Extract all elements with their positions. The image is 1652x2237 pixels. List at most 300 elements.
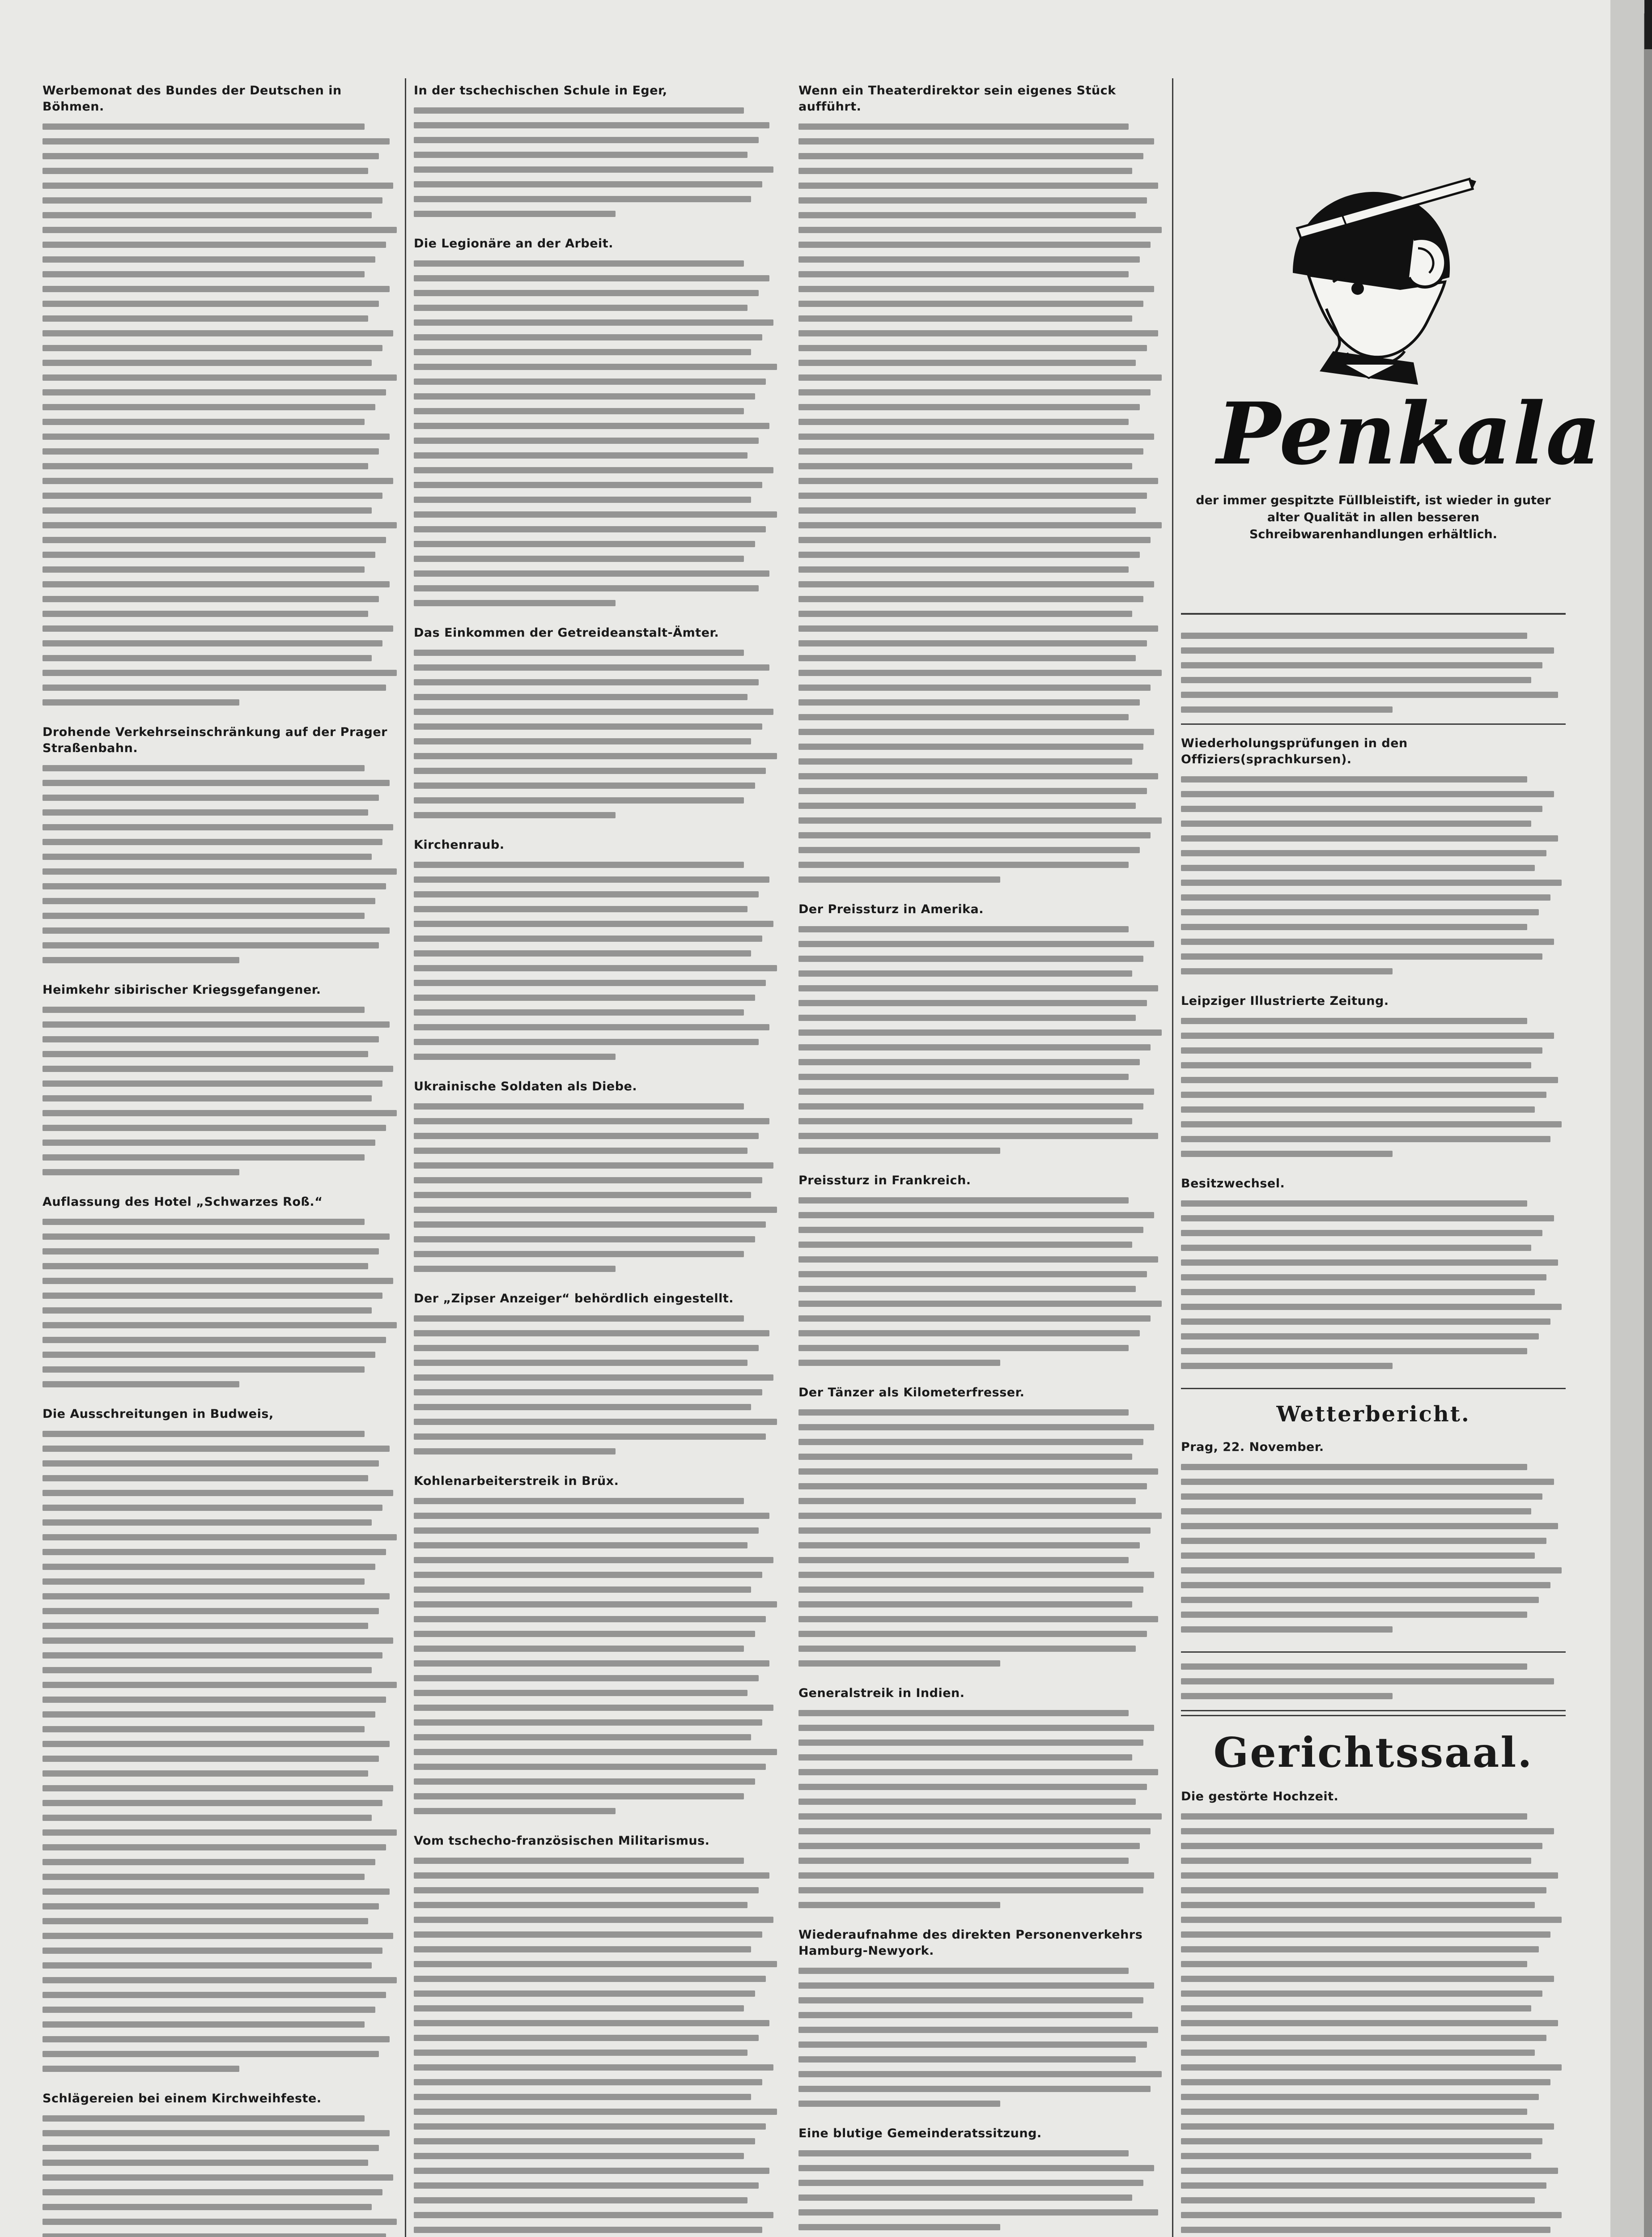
text-line [414, 122, 769, 128]
text-line [42, 1307, 372, 1314]
text-line [42, 1770, 368, 1777]
text-line [1181, 1663, 1527, 1670]
text-line [1181, 1567, 1562, 1574]
text-line [414, 2050, 747, 2056]
text-line [42, 1446, 390, 1452]
text-line [414, 2109, 777, 2115]
text-line [414, 1631, 755, 1637]
text-line [798, 2165, 1154, 2171]
text-line [798, 926, 1129, 932]
text-line [414, 906, 747, 912]
text-line [42, 1682, 397, 1688]
text-line [798, 985, 1158, 991]
article-headline: Die Legionäre an der Arbeit. [414, 237, 613, 251]
text-line [42, 1918, 368, 1924]
text-line [42, 389, 386, 396]
text-line [1181, 1887, 1546, 1893]
text-line [1181, 1259, 1558, 1266]
text-line [414, 2005, 744, 2012]
text-line [798, 1059, 1140, 1065]
text-line [42, 212, 372, 218]
text-line [42, 537, 386, 543]
text-line [414, 1251, 744, 1257]
text-line [798, 1872, 1154, 1879]
text-line [42, 640, 382, 646]
text-line [1181, 865, 1535, 871]
text-line [414, 319, 773, 326]
text-line [1181, 1363, 1393, 1369]
text-line [798, 1148, 1000, 1154]
text-line [42, 1756, 379, 1762]
text-line [414, 1961, 777, 1967]
text-line [798, 1843, 1140, 1849]
text-line [414, 1236, 755, 1242]
article [42, 2091, 400, 2237]
text-line [798, 1015, 1136, 1021]
text-line [414, 783, 755, 789]
text-line [414, 1734, 751, 1740]
text-line [798, 1828, 1151, 1834]
text-line [1181, 1333, 1539, 1340]
text-line [42, 927, 390, 934]
text-line [42, 1475, 368, 1481]
text-line [42, 611, 368, 617]
text-line [42, 957, 239, 963]
text-line [42, 685, 386, 691]
text-line [414, 1601, 777, 1608]
text-line [414, 1902, 747, 1908]
article [1181, 736, 1566, 974]
text-line [42, 1036, 379, 1042]
text-line [414, 1360, 747, 1366]
text-line [1181, 1348, 1527, 1354]
text-line [798, 2056, 1136, 2063]
text-line [798, 463, 1132, 469]
text-line [1181, 2182, 1546, 2189]
text-line [414, 1374, 773, 1381]
scan-edge-strip [1644, 13, 1652, 2237]
article [414, 1079, 781, 1272]
court-heading: Gerichtssaal. [1213, 1728, 1533, 1777]
text-line [42, 2204, 372, 2210]
text-line [42, 1007, 365, 1013]
text-line [798, 1902, 1000, 1908]
text-line [1181, 1678, 1554, 1684]
text-line [798, 153, 1143, 159]
separator [1181, 723, 1566, 725]
text-line [414, 181, 762, 187]
article-headline: Wenn ein Theaterdirektor sein eigenes Stück aufführt. [798, 84, 1116, 114]
text-line [42, 345, 382, 351]
text-line [1181, 1136, 1550, 1142]
text-line [798, 581, 1154, 587]
text-line [414, 2227, 762, 2233]
text-line [42, 1903, 379, 1910]
text-line [42, 1233, 390, 1240]
article-headline: Das Einkommen der Getreideanstalt-Ämter. [414, 626, 719, 640]
text-line [1181, 1538, 1546, 1544]
text-line [414, 1207, 777, 1213]
text-line [42, 655, 372, 661]
text-line [1181, 677, 1531, 683]
text-line [1181, 791, 1554, 797]
article [798, 902, 1165, 1154]
text-line [42, 1066, 393, 1072]
text-line [414, 723, 762, 730]
text-line [42, 1322, 397, 1328]
text-line [414, 600, 616, 606]
text-line [42, 780, 390, 786]
court-text [1181, 1813, 1566, 2237]
text-line [798, 773, 1158, 779]
text-line [798, 2101, 1000, 2107]
text-line [1181, 1843, 1542, 1849]
text-line [414, 1990, 755, 1997]
text-line [1181, 1508, 1531, 1514]
text-line [798, 419, 1129, 425]
text-line [1181, 1693, 1393, 1699]
text-line [42, 493, 382, 499]
text-line [1181, 1230, 1542, 1236]
middle-left-column [414, 83, 781, 2237]
text-line [42, 898, 375, 904]
text-line [42, 183, 393, 189]
text-line [42, 2145, 379, 2151]
text-line [798, 956, 1143, 962]
text-line [1181, 1626, 1393, 1633]
text-line [798, 360, 1136, 366]
text-line [414, 2035, 759, 2041]
text-line [414, 526, 766, 532]
text-line [1181, 1018, 1527, 1024]
text-line [798, 685, 1151, 691]
article [798, 2126, 1165, 2230]
text-line [1181, 939, 1554, 945]
weather-heading: Wetterbericht. [1276, 1402, 1470, 1427]
text-line [1181, 633, 1527, 639]
text-line [42, 2189, 382, 2195]
text-line [798, 1468, 1158, 1475]
text-line [414, 768, 766, 774]
text-line [798, 2041, 1147, 2048]
text-line [42, 123, 365, 130]
text-line [414, 1054, 616, 1060]
article [414, 1833, 781, 2237]
text-line [1181, 1582, 1550, 1588]
article [798, 1927, 1165, 2107]
text-line [414, 1616, 766, 1622]
text-line [798, 1439, 1143, 1445]
text-line [414, 2064, 773, 2071]
article-headline: Eine blutige Gemeinderatssitzung. [798, 2126, 1042, 2140]
text-line [798, 183, 1158, 189]
text-line [414, 650, 744, 656]
text-line [798, 2180, 1143, 2186]
article [42, 1194, 400, 1387]
text-line [798, 404, 1140, 410]
article-headline: Generalstreik in Indien. [798, 1686, 965, 1700]
text-line [42, 330, 393, 336]
text-line [414, 1315, 744, 1322]
article-headline: Der Tänzer als Kilometerfresser. [798, 1386, 1025, 1399]
article [414, 236, 781, 606]
double-separator [1181, 1710, 1566, 1716]
text-line [414, 1513, 769, 1519]
text-line [1181, 1961, 1527, 1967]
text-line [42, 913, 365, 919]
text-line [42, 286, 390, 292]
text-line [798, 670, 1162, 676]
text-line [414, 379, 766, 385]
text-line [414, 196, 751, 202]
text-line [1181, 1200, 1527, 1207]
text-line [42, 1278, 393, 1284]
text-line [414, 1719, 762, 1726]
text-line [414, 664, 769, 671]
text-line [1181, 2050, 1535, 2056]
text-line [798, 2224, 1000, 2230]
text-line [414, 812, 616, 818]
text-line [42, 1711, 375, 1718]
text-line [42, 2174, 393, 2181]
text-line [798, 522, 1162, 528]
text-line [42, 1519, 372, 1526]
text-line [414, 1586, 751, 1593]
text-line [1181, 850, 1546, 856]
text-line [1181, 2035, 1546, 2041]
text-line [798, 817, 1162, 824]
text-line [414, 1931, 762, 1938]
text-line [798, 537, 1151, 543]
penkala-slogan: der immer gespitzte Füllbleistift, ist wieder in guter alter Qualität in allen besseren Schreibwarenhandlungen erhältlich. [1196, 493, 1551, 541]
text-line [1181, 1597, 1539, 1603]
text-line [42, 1337, 386, 1343]
text-line [414, 1419, 777, 1425]
text-line [1181, 806, 1542, 812]
article [414, 625, 781, 818]
text-line [42, 1366, 365, 1373]
text-line [798, 729, 1154, 735]
text-line [798, 1601, 1132, 1608]
text-line [798, 1557, 1129, 1563]
text-line [798, 970, 1132, 977]
text-line [414, 2020, 769, 2026]
text-line [798, 2071, 1162, 2077]
text-line [414, 1917, 773, 1923]
text-line [414, 452, 747, 459]
text-line [1181, 1318, 1550, 1325]
text-line [414, 211, 616, 217]
text-line [798, 640, 1147, 646]
text-line [798, 138, 1154, 145]
text-line [414, 290, 759, 296]
text-line [42, 1962, 372, 1969]
pencil-head-illustration [1266, 161, 1476, 394]
article-headline: Kirchenraub. [414, 838, 505, 852]
article-headline: Kohlenarbeiterstreik in Brüx. [414, 1474, 619, 1488]
text-line [798, 1315, 1151, 1322]
article-headline: Wiederaufnahme des direkten Personenverkehrs Hamburg-Newyork. [798, 1928, 1143, 1958]
article-headline: Besitzwechsel. [1181, 1177, 1285, 1191]
text-line [1181, 647, 1554, 654]
text-line [798, 1286, 1136, 1292]
text-line [798, 1029, 1162, 1036]
text-line [1181, 1151, 1393, 1157]
text-line [414, 1872, 769, 1879]
text-line [1181, 1858, 1531, 1864]
text-line [798, 1982, 1154, 1989]
text-line [42, 2051, 379, 2057]
text-line [414, 1542, 747, 1548]
scan-edge-corner [1644, 0, 1652, 49]
article-headline: Ukrainische Soldaten als Diebe. [414, 1080, 637, 1093]
text-line [414, 1675, 759, 1681]
separator [1181, 1388, 1566, 1389]
weather-text [1181, 1464, 1566, 1633]
text-line [1181, 1493, 1542, 1500]
text-line [414, 570, 769, 577]
text-line [798, 611, 1132, 617]
text-line [42, 2160, 368, 2166]
text-line [798, 1256, 1158, 1263]
article-headline: Auflassung des Hotel „Schwarzes Roß.“ [42, 1195, 323, 1209]
text-line [798, 1345, 1129, 1351]
text-line [798, 788, 1147, 794]
text-line [798, 315, 1132, 322]
text-line [798, 448, 1143, 455]
text-line [414, 275, 769, 281]
text-line [42, 1248, 379, 1255]
text-line [1181, 1902, 1535, 1908]
text-line [414, 1009, 744, 1016]
text-line [798, 1660, 1000, 1667]
text-line [414, 1177, 762, 1183]
text-line [798, 1513, 1162, 1519]
text-line [42, 315, 368, 322]
text-line [42, 1948, 382, 1954]
text-line [798, 1409, 1129, 1416]
text-line [42, 227, 397, 233]
text-line [1181, 953, 1542, 960]
article-headline: Werbemonat des Bundes der Deutschen in Böhmen. [42, 84, 342, 114]
text-line [414, 1793, 744, 1799]
text-line [42, 168, 368, 174]
article [42, 724, 400, 963]
text-line [798, 566, 1129, 573]
text-line [1181, 2168, 1558, 2174]
text-line [798, 1498, 1136, 1504]
text-line [414, 152, 747, 158]
text-line [414, 1433, 766, 1440]
article [798, 1385, 1165, 1667]
text-line [42, 1460, 379, 1467]
text-line [414, 438, 759, 444]
text-line [414, 862, 744, 868]
separator [1181, 1651, 1566, 1653]
text-line [42, 2007, 375, 2013]
text-line [414, 1887, 759, 1893]
text-line [798, 1754, 1132, 1761]
text-line [798, 197, 1147, 204]
text-line [414, 1778, 755, 1785]
text-line [42, 1095, 372, 1101]
article [414, 1473, 781, 1814]
text-line [414, 393, 755, 400]
article-continuation [1181, 633, 1566, 713]
text-line [414, 2153, 744, 2159]
text-line [414, 541, 755, 547]
text-line [414, 511, 777, 518]
text-line [1181, 1552, 1535, 1559]
text-line [798, 227, 1162, 233]
text-line [414, 1572, 762, 1578]
text-line [1181, 1033, 1554, 1039]
text-line [1181, 2197, 1535, 2203]
text-line [798, 1586, 1143, 1593]
text-line [798, 758, 1132, 765]
text-line [414, 709, 773, 715]
text-line [798, 1301, 1162, 1307]
text-line [42, 419, 365, 425]
text-line [42, 625, 393, 632]
text-line [798, 1725, 1154, 1731]
text-line [798, 1572, 1154, 1578]
text-line [414, 1404, 751, 1410]
article-headline: In der tschechischen Schule in Eger, [414, 84, 667, 98]
text-line [414, 2079, 762, 2085]
text-line [798, 256, 1140, 263]
text-line [42, 1829, 397, 1836]
text-line [42, 1593, 390, 1599]
text-line [1181, 692, 1558, 698]
text-line [1181, 776, 1527, 783]
text-line [414, 2197, 747, 2203]
text-line [414, 1148, 747, 1154]
text-line [798, 2150, 1129, 2156]
text-line [414, 1646, 744, 1652]
right-column [1181, 624, 1566, 2237]
court-article [1181, 1789, 1566, 2237]
text-line [42, 2115, 365, 2122]
text-line [1181, 1274, 1546, 1280]
text-line [414, 1039, 759, 1045]
text-line [798, 655, 1136, 661]
text-line [414, 467, 773, 473]
text-line [42, 2130, 390, 2136]
text-line [798, 168, 1132, 174]
text-line [414, 738, 751, 744]
text-line [414, 1976, 766, 1982]
text-line [1181, 1121, 1562, 1127]
text-line [798, 1330, 1140, 1336]
text-line [42, 197, 382, 204]
text-line [414, 2138, 755, 2144]
text-line [798, 1118, 1132, 1124]
text-line [1181, 1245, 1531, 1251]
text-line [798, 1089, 1154, 1095]
text-line [798, 2194, 1132, 2201]
editor-notice [1181, 1663, 1566, 1699]
text-line [798, 1858, 1129, 1864]
text-line [414, 1749, 777, 1755]
penkala-logo: Penkala [1217, 384, 1602, 484]
text-line [798, 941, 1154, 947]
text-line [42, 374, 397, 381]
text-line [42, 404, 375, 410]
article [414, 837, 781, 1060]
middle-column [414, 83, 1165, 2237]
text-line [42, 1490, 393, 1496]
